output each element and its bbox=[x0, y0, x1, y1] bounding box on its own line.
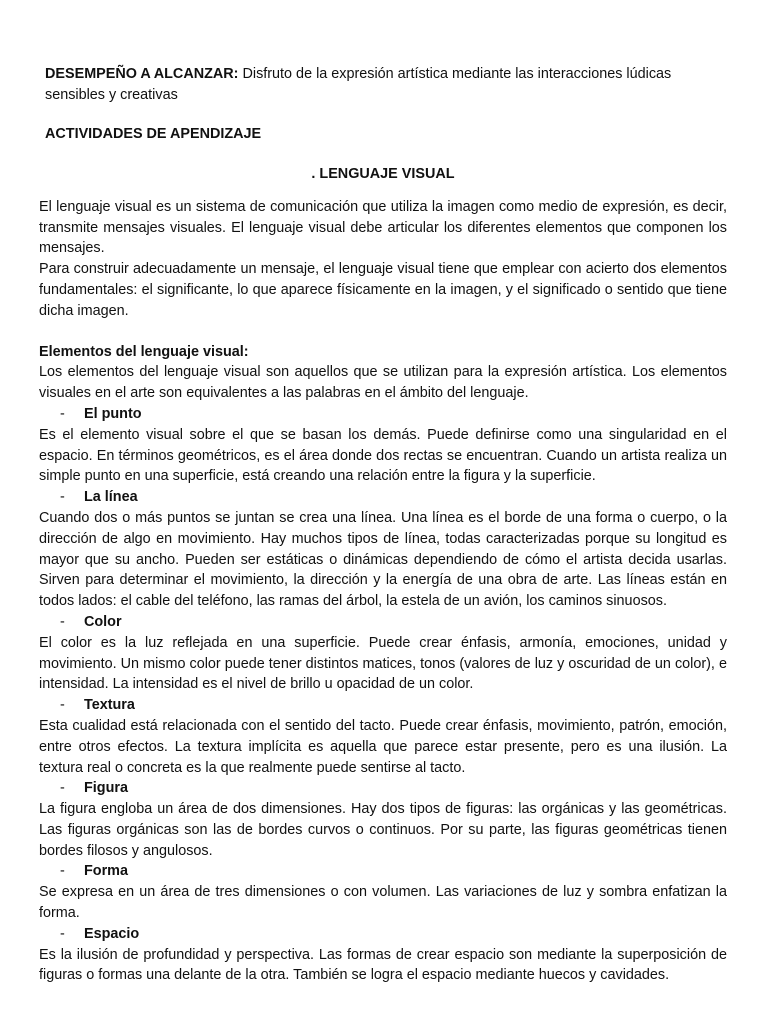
element-title-text: La línea bbox=[84, 489, 138, 506]
element-item-figura bbox=[39, 778, 727, 861]
intro-block bbox=[39, 197, 727, 322]
element-title-textura bbox=[39, 695, 727, 716]
bullet-dash: - bbox=[60, 863, 65, 880]
element-text-punto: Es el elemento visual sobre el que se basan los demás. Puede definirse como una singularidad en el espacio. En términos geométricos, es el área donde dos rectas se encuentran. Cuando un artista realiza un simple punto en una superficie, está creando una relación entre la figura y la superficie. bbox=[39, 426, 727, 485]
element-title-espacio bbox=[39, 924, 727, 945]
bullet-dash: - bbox=[60, 405, 65, 422]
bullet-dash: - bbox=[60, 780, 65, 797]
element-title-linea bbox=[39, 487, 727, 508]
element-item-punto bbox=[39, 404, 727, 487]
desempeno-label: DESEMPEÑO A ALCANZAR: bbox=[45, 66, 239, 82]
desempeno-text: Disfruto de la expresión artística mediante las interacciones lúdicas sensibles y creativas bbox=[45, 66, 672, 103]
section-title: . LENGUAJE VISUAL bbox=[311, 165, 455, 182]
element-item-color bbox=[39, 612, 727, 695]
element-title-color bbox=[39, 612, 727, 633]
element-title-text: Espacio bbox=[84, 925, 140, 942]
bullet-dash: - bbox=[60, 697, 65, 714]
element-item-linea bbox=[39, 487, 727, 612]
element-title-text: Forma bbox=[84, 863, 128, 880]
intro-paragraph-1: El lenguaje visual es un sistema de comunicación que utiliza la imagen como medio de expresión, es decir, transmite mensajes visuales. El lenguaje visual debe articular los diferentes elementos que componen los mensajes. bbox=[39, 198, 727, 257]
desempeno-paragraph bbox=[45, 64, 727, 105]
element-title-text: Figura bbox=[84, 780, 128, 797]
element-text-color: El color es la luz reflejada en una superficie. Puede crear énfasis, armonía, emociones, unidad y movimiento. Un mismo color puede tener distintos matices, tonos (valores de luz y oscuridad de un color), e intensidad. La intensidad es el nivel de brillo u opacidad de un color. bbox=[39, 634, 727, 693]
element-title-figura bbox=[39, 778, 727, 799]
element-text-espacio: Es la ilusión de profundidad y perspectiva. Las formas de crear espacio son mediante la superposición de figuras o formas una delante de la otra. También se logra el espacio mediante huecos y cavidades. bbox=[39, 946, 727, 984]
element-title-text: Textura bbox=[84, 697, 135, 714]
element-text-textura: Esta cualidad está relacionada con el sentido del tacto. Puede crear énfasis, movimiento, patrón, emoción, entre otros efectos. La textura implícita es aquella que parece estar presente, pero es una ilusión. La textura real o concreta es la que realmente puede sentirse al tacto. bbox=[39, 717, 727, 776]
element-title-text: El punto bbox=[84, 405, 142, 422]
bullet-dash: - bbox=[60, 925, 65, 942]
element-item-textura bbox=[39, 695, 727, 778]
bullet-dash: - bbox=[60, 613, 65, 630]
element-text-figura: La figura engloba un área de dos dimensiones. Hay dos tipos de figuras: las orgánicas y las geométricas. Las figuras orgánicas son las de bordes curvos o continuos. Por su parte, las figuras geométricas tienen bordes filosos y angulosos. bbox=[39, 801, 727, 859]
bullet-dash: - bbox=[60, 489, 65, 506]
actividades-heading: ACTIVIDADES DE APENDIZAJE bbox=[45, 126, 262, 143]
element-title-forma bbox=[39, 861, 727, 882]
document-page bbox=[39, 0, 727, 986]
element-title-text: Color bbox=[84, 613, 122, 630]
element-title-punto bbox=[39, 404, 727, 425]
elements-intro: Los elementos del lenguaje visual son aquellos que se utilizan para la expresión artística. Los elementos visuales en el arte son equivalentes a las palabras en el ámbito del lenguaje. bbox=[39, 364, 727, 402]
element-item-forma bbox=[39, 861, 727, 923]
element-text-linea: Cuando dos o más puntos se juntan se crea una línea. Una línea es el borde de una forma o cuerpo, o la dirección de algo en movimiento. Hay muchos tipos de línea, todas caracterizadas porque su longitud es mayor que su ancho. Pueden ser estáticas o dinámicas dependiendo de cómo el artista decida usarlas. Sirven para determinar el movimiento, la dirección y la energía de una obra de arte. Las líneas están en todos lados: el cable del teléfono, las ramas del árbol, la estela de un avión, los caminos sinuosos. bbox=[39, 509, 727, 610]
element-item-espacio bbox=[39, 924, 727, 986]
header-block bbox=[45, 64, 727, 145]
element-text-forma: Se expresa en un área de tres dimensiones o con volumen. Las variaciones de luz y sombra enfatizan la forma. bbox=[39, 884, 727, 922]
elements-heading: Elementos del lenguaje visual: bbox=[39, 343, 249, 360]
intro-paragraph-2: Para construir adecuadamente un mensaje, el lenguaje visual tiene que emplear con acierto dos elementos fundamentales: el significante, lo que aparece físicamente en la imagen, y el significado o sentido que tiene dicha imagen. bbox=[39, 261, 727, 319]
